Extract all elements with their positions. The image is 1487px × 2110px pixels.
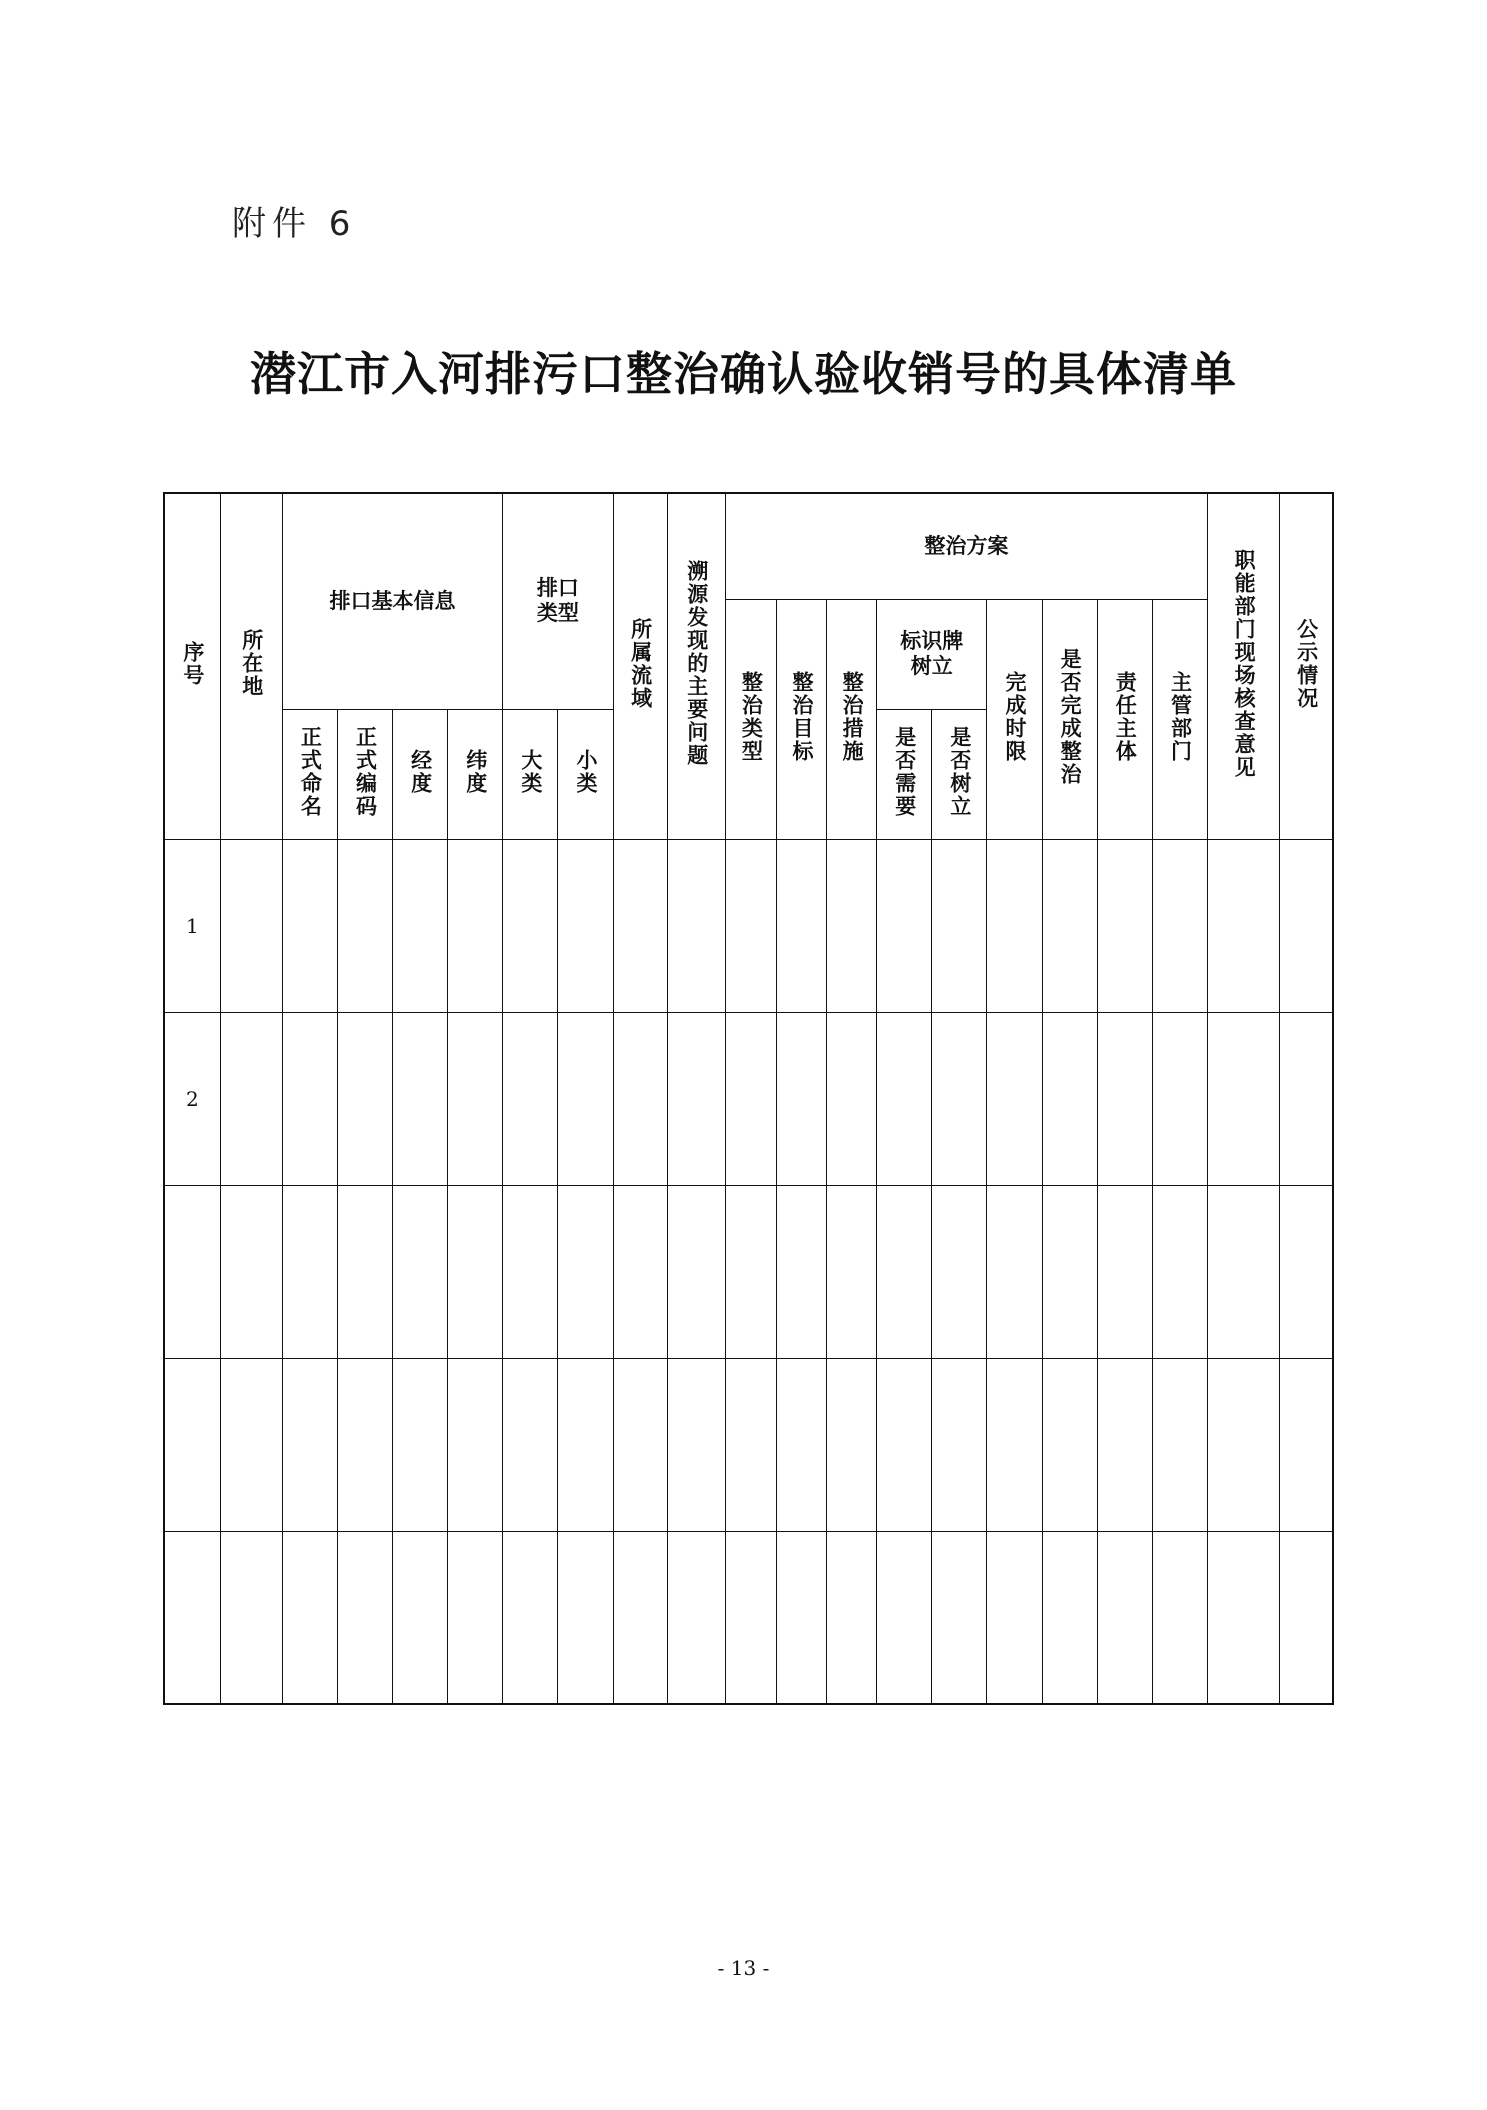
table-cell xyxy=(776,1358,826,1531)
table-cell xyxy=(558,1185,613,1358)
table-cell xyxy=(558,1531,613,1704)
table-cell xyxy=(1152,1185,1207,1358)
table-cell xyxy=(448,839,503,1012)
header-completed: 是否完成整治 xyxy=(1042,599,1097,839)
table-cell xyxy=(667,1012,725,1185)
table-row xyxy=(164,1012,1333,1185)
table-cell xyxy=(282,1358,337,1531)
table-cell xyxy=(1152,839,1207,1012)
table-cell xyxy=(337,1358,392,1531)
table-cell xyxy=(282,1531,337,1704)
table-cell xyxy=(877,839,932,1012)
header-publicity: 公示情况 xyxy=(1280,493,1333,839)
table-row xyxy=(164,1185,1333,1358)
table-row xyxy=(164,839,1333,1012)
table-cell xyxy=(282,1012,337,1185)
table-cell xyxy=(987,1358,1042,1531)
table-cell xyxy=(1152,1012,1207,1185)
table-cell xyxy=(1207,1012,1279,1185)
table-cell xyxy=(1207,1531,1279,1704)
table-cell xyxy=(725,1358,776,1531)
table-cell xyxy=(282,839,337,1012)
table-cell xyxy=(776,839,826,1012)
table-cell xyxy=(1207,839,1279,1012)
table-cell xyxy=(448,1185,503,1358)
header-outlet-type: 排口类型 xyxy=(503,493,613,709)
table-cell xyxy=(220,1531,282,1704)
table-cell xyxy=(393,1358,448,1531)
table-cell xyxy=(1280,1185,1333,1358)
table-cell xyxy=(827,1358,877,1531)
table-cell xyxy=(393,1012,448,1185)
row-seq-cell xyxy=(164,1185,220,1358)
header-longitude: 经度 xyxy=(393,709,448,839)
table-cell xyxy=(987,1012,1042,1185)
header-trace-problem: 溯源发现的主要问题 xyxy=(667,493,725,839)
table-cell xyxy=(1280,1012,1333,1185)
table-cell xyxy=(1097,1012,1152,1185)
table-cell xyxy=(877,1185,932,1358)
table-cell xyxy=(932,1531,987,1704)
table-cell xyxy=(987,1185,1042,1358)
table-cell xyxy=(448,1012,503,1185)
table-cell xyxy=(220,1185,282,1358)
header-seq: 序号 xyxy=(164,493,220,839)
header-formal-name: 正式命名 xyxy=(282,709,337,839)
header-sign-erected: 是否树立 xyxy=(932,709,987,839)
table-cell xyxy=(667,839,725,1012)
table-cell xyxy=(1097,839,1152,1012)
table-cell xyxy=(932,1358,987,1531)
table-cell xyxy=(1280,1531,1333,1704)
table-cell xyxy=(667,1531,725,1704)
table-cell xyxy=(613,839,667,1012)
page-number: - 13 - xyxy=(717,1956,770,1980)
row-seq-cell xyxy=(164,1358,220,1531)
table-cell xyxy=(220,1358,282,1531)
table-cell xyxy=(667,1358,725,1531)
table-cell xyxy=(337,1012,392,1185)
attachment-label: 附件 6 xyxy=(232,204,357,244)
table-cell xyxy=(827,1012,877,1185)
rectification-table xyxy=(163,492,1334,1705)
table-cell xyxy=(448,1531,503,1704)
table-cell xyxy=(503,1531,558,1704)
table-cell xyxy=(932,1185,987,1358)
header-rect-goal: 整治目标 xyxy=(776,599,826,839)
header-plan: 整治方案 xyxy=(725,493,1207,599)
table-cell xyxy=(337,839,392,1012)
table-cell xyxy=(220,1012,282,1185)
table-cell xyxy=(1152,1358,1207,1531)
table-cell xyxy=(393,1531,448,1704)
table-cell xyxy=(613,1012,667,1185)
table-cell xyxy=(725,1012,776,1185)
table-cell xyxy=(558,1358,613,1531)
table-cell xyxy=(1042,1185,1097,1358)
table-cell xyxy=(877,1358,932,1531)
table-cell xyxy=(877,1531,932,1704)
table-cell xyxy=(725,839,776,1012)
header-responsible: 责任主体 xyxy=(1097,599,1152,839)
table-cell xyxy=(337,1531,392,1704)
header-basic-info: 排口基本信息 xyxy=(282,493,503,709)
header-location: 所在地 xyxy=(220,493,282,839)
header-authority: 主管部门 xyxy=(1152,599,1207,839)
table-cell xyxy=(1097,1531,1152,1704)
table-cell xyxy=(776,1185,826,1358)
table-cell xyxy=(393,839,448,1012)
table-cell xyxy=(987,1531,1042,1704)
table-cell xyxy=(827,1531,877,1704)
header-minor-class: 小类 xyxy=(558,709,613,839)
table-cell xyxy=(987,839,1042,1012)
table-cell xyxy=(1042,1012,1097,1185)
table-cell xyxy=(1152,1531,1207,1704)
table-row xyxy=(164,1531,1333,1704)
table-cell xyxy=(932,839,987,1012)
table-cell xyxy=(1042,839,1097,1012)
row-seq-cell xyxy=(164,1531,220,1704)
page-title: 潜江市入河排污口整治确认验收销号的具体清单 xyxy=(250,347,1237,401)
header-rect-type: 整治类型 xyxy=(725,599,776,839)
table-body xyxy=(164,839,1333,1704)
table-cell xyxy=(1280,1358,1333,1531)
table-cell xyxy=(667,1185,725,1358)
table-cell xyxy=(503,1358,558,1531)
table-cell xyxy=(1207,1185,1279,1358)
table-cell xyxy=(393,1185,448,1358)
header-deadline: 完成时限 xyxy=(987,599,1042,839)
table-cell xyxy=(448,1358,503,1531)
table-cell xyxy=(827,1185,877,1358)
table-cell xyxy=(1097,1358,1152,1531)
table-cell xyxy=(1280,839,1333,1012)
table-cell xyxy=(1097,1185,1152,1358)
table-cell xyxy=(1042,1531,1097,1704)
table-cell xyxy=(877,1012,932,1185)
table-cell xyxy=(282,1185,337,1358)
header-latitude: 纬度 xyxy=(448,709,503,839)
header-inspection: 职能部门现场核查意见 xyxy=(1207,493,1279,839)
header-major-class: 大类 xyxy=(503,709,558,839)
table-cell xyxy=(558,1012,613,1185)
table-row xyxy=(164,1358,1333,1531)
table-cell xyxy=(932,1012,987,1185)
table-cell xyxy=(613,1358,667,1531)
row-seq-cell: 2 xyxy=(164,1012,220,1185)
header-sign-needed: 是否需要 xyxy=(877,709,932,839)
table-cell xyxy=(776,1531,826,1704)
row-seq-cell: 1 xyxy=(164,839,220,1012)
table-cell xyxy=(558,839,613,1012)
table-cell xyxy=(503,1012,558,1185)
table-cell xyxy=(1207,1358,1279,1531)
table-cell xyxy=(220,839,282,1012)
table-cell xyxy=(613,1531,667,1704)
table-cell xyxy=(1042,1358,1097,1531)
table-cell xyxy=(725,1531,776,1704)
table-cell xyxy=(776,1012,826,1185)
table-cell xyxy=(337,1185,392,1358)
header-basin: 所属流域 xyxy=(613,493,667,839)
header-rect-measure: 整治措施 xyxy=(827,599,877,839)
table-cell xyxy=(613,1185,667,1358)
header-formal-code: 正式编码 xyxy=(337,709,392,839)
table-cell xyxy=(827,839,877,1012)
table-cell xyxy=(503,839,558,1012)
header-sign: 标识牌树立 xyxy=(877,599,987,709)
table-cell xyxy=(503,1185,558,1358)
table-cell xyxy=(725,1185,776,1358)
